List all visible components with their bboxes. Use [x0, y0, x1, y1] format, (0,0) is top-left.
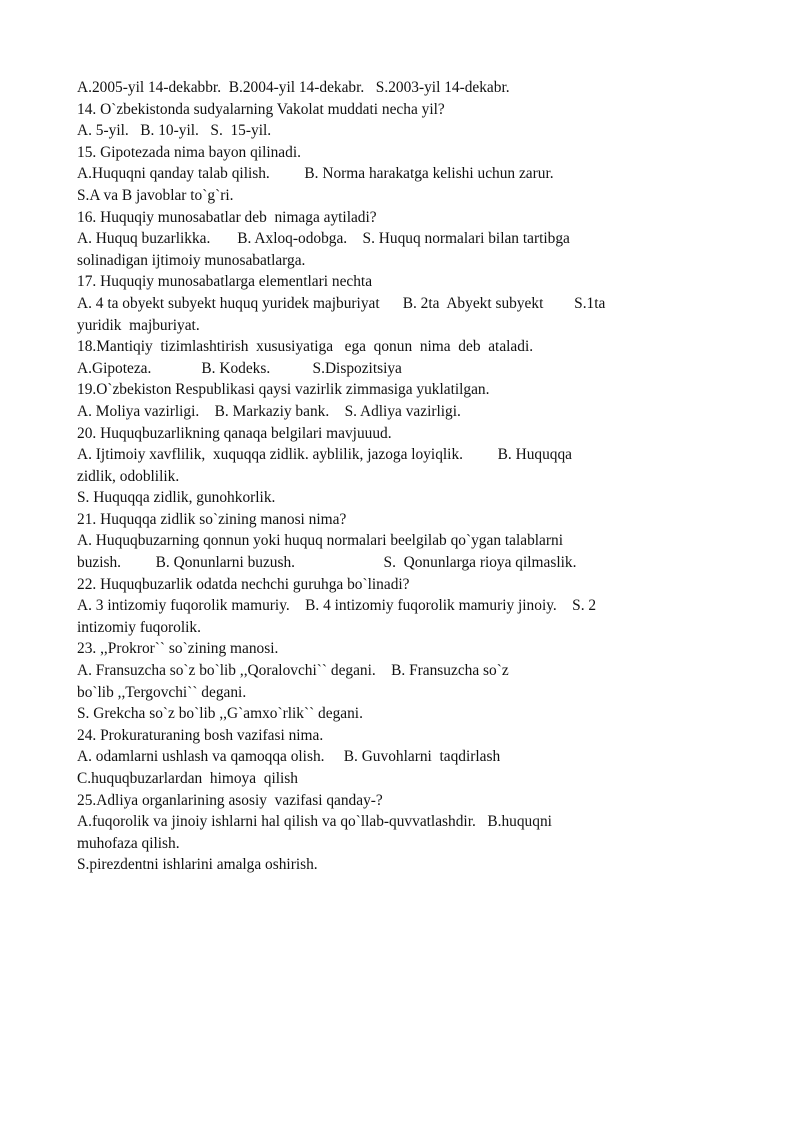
text-line: A. Fransuzcha so`z bo`lib ,,Qoralovchi`` degani. B. Fransuzcha so`z — [77, 662, 509, 680]
text-line: 17. Huquqiy munosabatlarga elementlari nechta — [77, 273, 373, 291]
text-line: C.huquqbuzarlardan himoya qilish — [77, 770, 298, 787]
text-line: bo`lib ,,Tergovchi`` degani. — [77, 683, 247, 701]
text-line: A. Huquq buzarlikka. B. Axloq-odobga. S. Huquq normalari bilan tartibga — [77, 230, 570, 248]
text-line: buzish. B. Qonunlarni buzush. S. Qonunlarga rioya qilmaslik. — [77, 554, 577, 572]
text-line: 24. Prokuraturaning bosh vazifasi nima. — [77, 726, 324, 744]
text-line: S. Grekcha so`z bo`lib ,,G`amxo`rlik`` degani. — [77, 705, 363, 723]
text-line: 23. ,,Prokror`` so`zining manosi. — [77, 640, 279, 658]
text-line: A. 5-yil. B. 10-yil. S. 15-yil. — [77, 122, 272, 140]
text-line: S.A va B javoblar to`g`ri. — [77, 186, 234, 204]
text-line: A. Huquqbuzarning qonnun yoki huquq normalari beelgilab qo`ygan talablarni — [77, 532, 563, 550]
text-line: S. Huquqqa zidlik, gunohkorlik. — [77, 489, 276, 507]
text-line: zidlik, odoblilik. — [77, 467, 180, 485]
text-line: 20. Huquqbuzarlikning qanaqa belgilari mavjuuud. — [77, 424, 392, 442]
text-line: 19.O`zbekiston Respublikasi qaysi vazirlik zimmasiga yuklatilgan. — [77, 381, 490, 399]
text-line: A. odamlarni ushlash va qamoqqa olish. B. Guvohlarni taqdirlash — [77, 748, 501, 766]
text-line: A.fuqorolik va jinoiy ishlarni hal qilish va qo`llab-quvvatlashdir. B.huquqni — [77, 813, 552, 831]
text-line: S.pirezdentni ishlarini amalga oshirish. — [77, 856, 318, 874]
text-line: 15. Gipotezada nima bayon qilinadi. — [77, 143, 301, 161]
document-body — [77, 77, 760, 876]
text-line: 18.Mantiqiy tizimlashtirish xususiyatiga ega qonun nima deb ataladi. — [77, 338, 534, 356]
text-line: muhofaza qilish. — [77, 834, 180, 852]
text-line: 21. Huquqqa zidlik so`zining manosi nima? — [77, 510, 347, 528]
text-line: A. 3 intizomiy fuqorolik mamuriy. B. 4 intizomiy fuqorolik mamuriy jinoiy. S. 2 — [77, 597, 597, 615]
text-line: A. Moliya vazirligi. B. Markaziy bank. S. Adliya vazirligi. — [77, 402, 461, 420]
text-line: A. Ijtimoiy xavflilik, xuquqqa zidlik. ayblilik, jazoga loyiqlik. B. Huquqqa — [77, 446, 573, 464]
text-line: A.Gipoteza. B. Kodeks. S.Dispozitsiya — [77, 359, 402, 377]
text-line: 16. Huquqiy munosabatlar deb nimaga aytiladi? — [77, 208, 377, 226]
text-line: 22. Huquqbuzarlik odatda nechchi guruhga bo`linadi? — [77, 575, 410, 593]
text-line: intizomiy fuqorolik. — [77, 618, 201, 636]
text-line: 14. O`zbekistonda sudyalarning Vakolat muddati necha yil? — [77, 100, 445, 118]
text-line: yuridik majburiyat. — [77, 316, 200, 334]
text-line: A. 4 ta obyekt subyekt huquq yuridek majburiyat B. 2ta Abyekt subyekt S.1ta — [77, 294, 606, 312]
text-line: A.2005-yil 14-dekabbr. B.2004-yil 14-dekabr. S.2003-yil 14-dekabr. — [77, 79, 510, 96]
text-line: A.Huquqni qanday talab qilish. B. Norma harakatga kelishi uchun zarur. — [77, 165, 554, 183]
text-line: solinadigan ijtimoiy munosabatlarga. — [77, 251, 306, 269]
text-line: 25.Adliya organlarining asosiy vazifasi qanday-? — [77, 791, 383, 809]
